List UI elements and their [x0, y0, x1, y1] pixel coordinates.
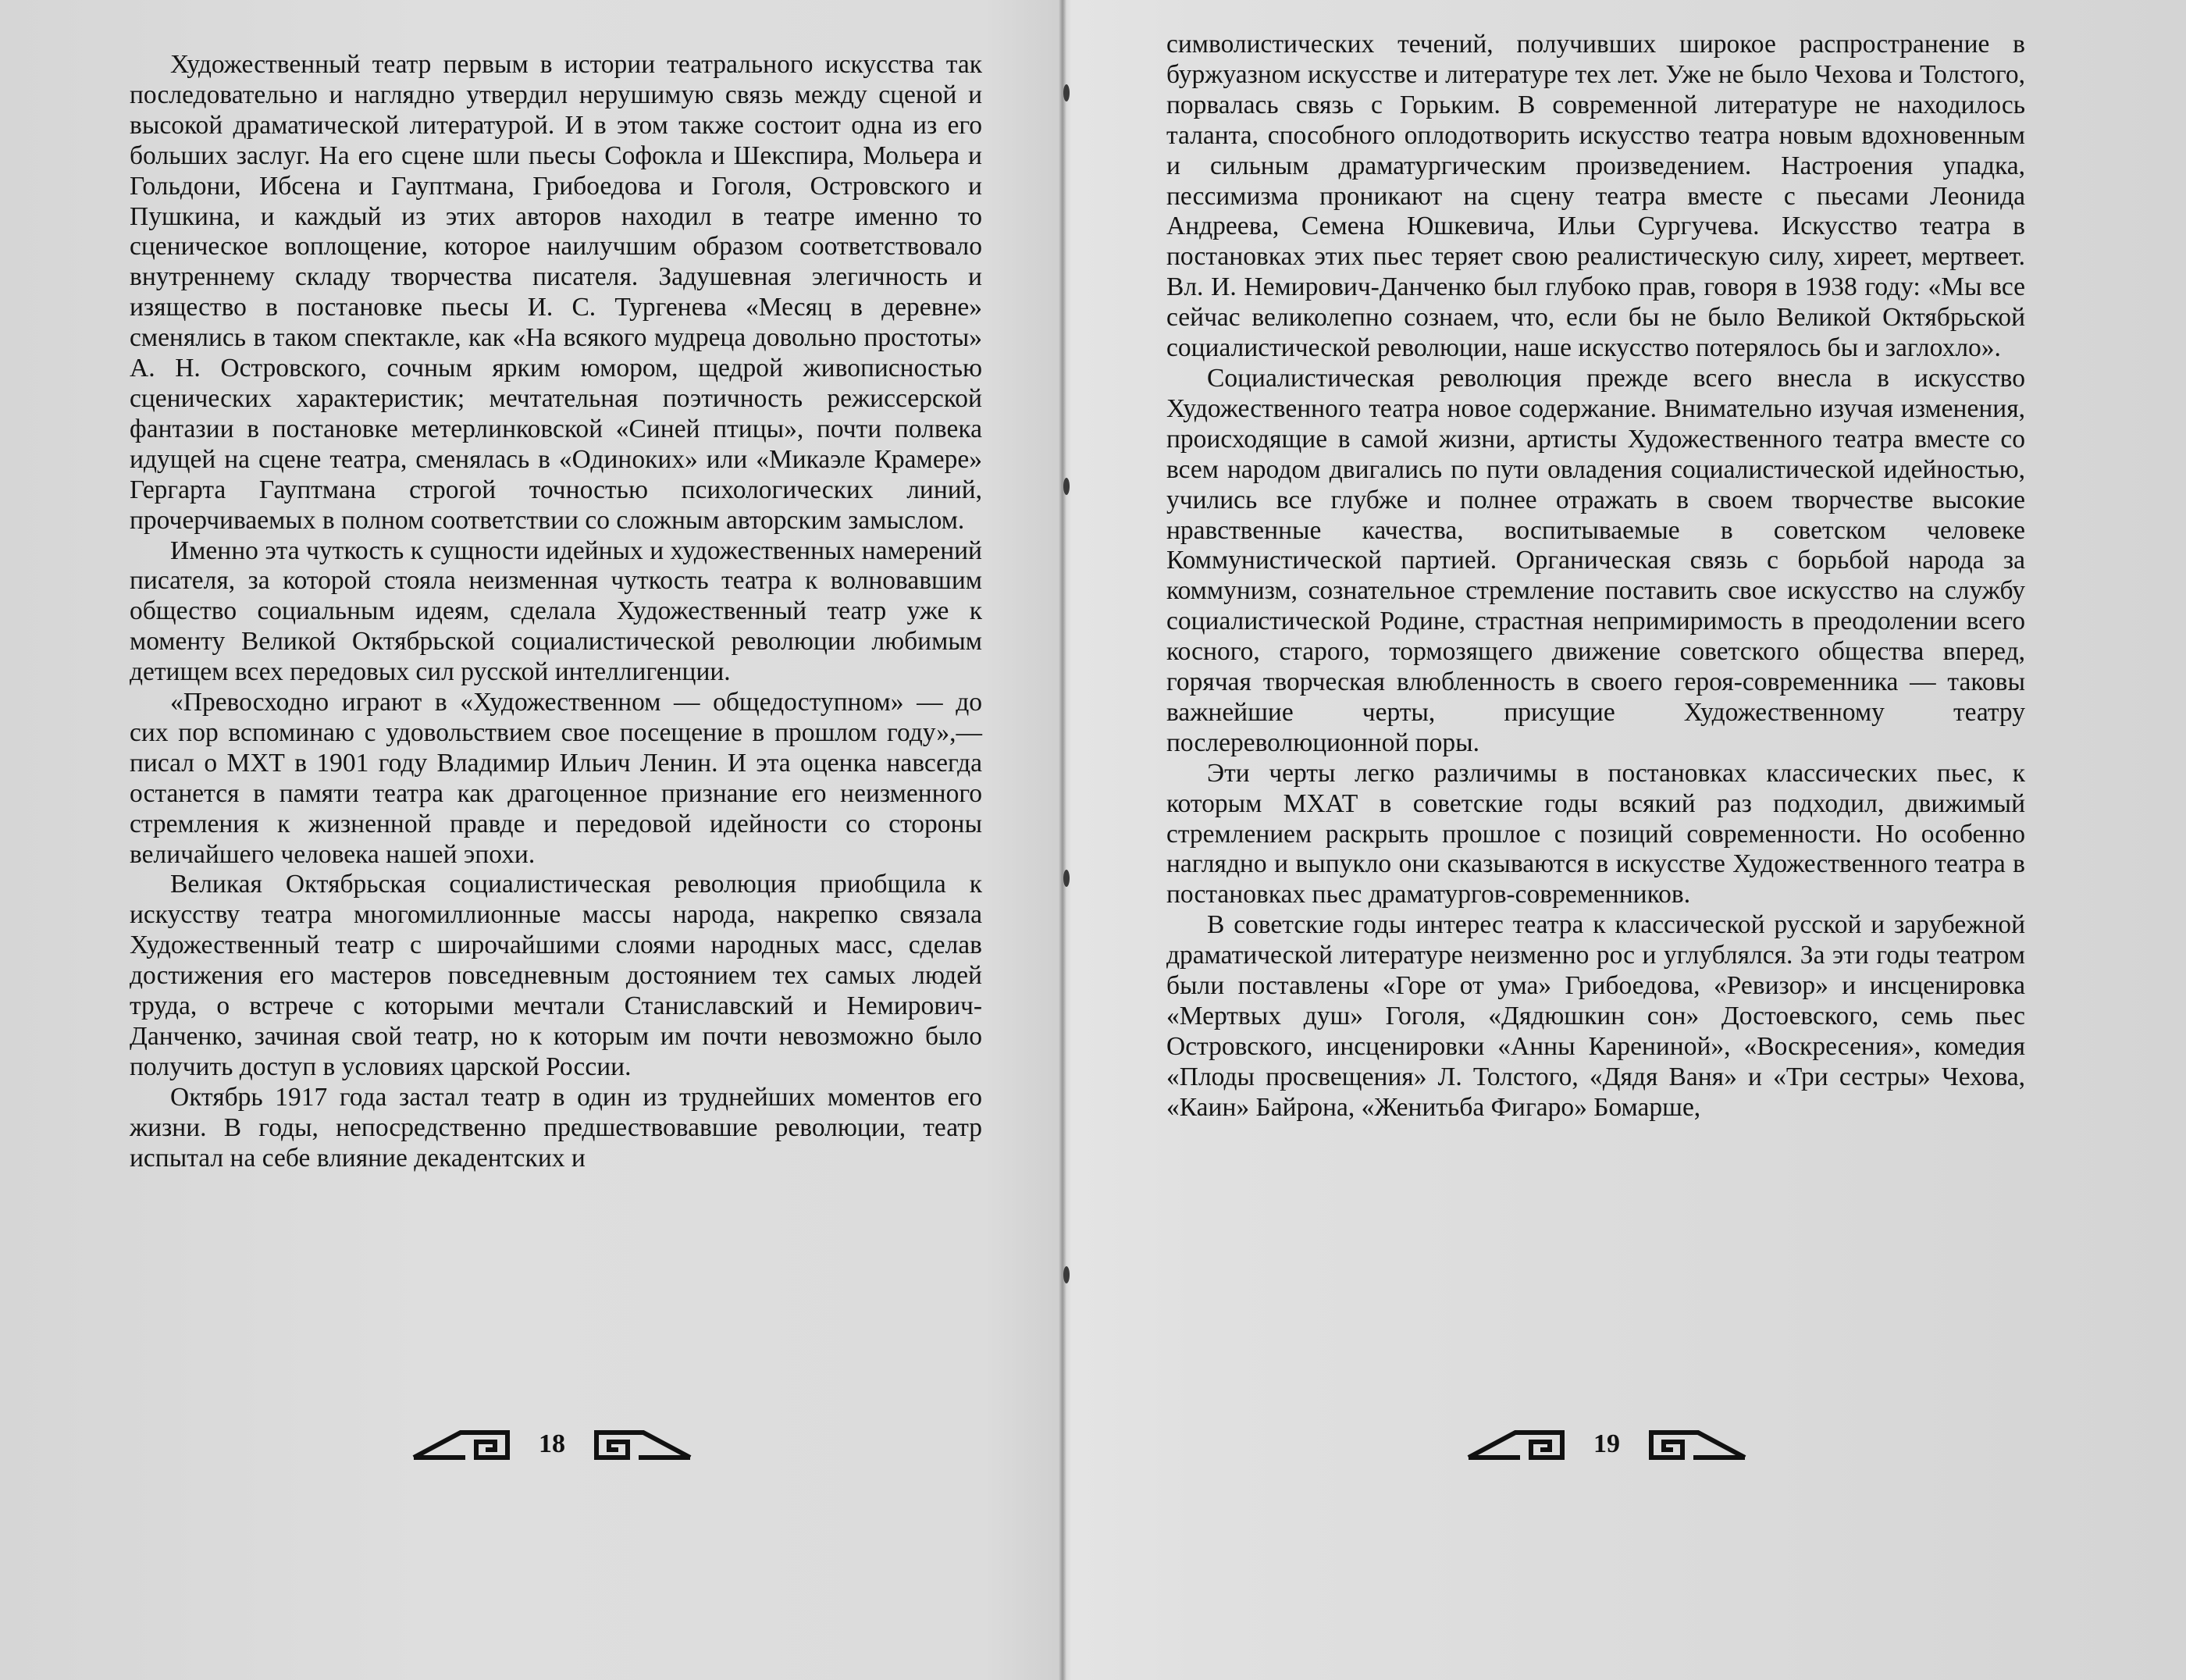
page-number: 18 — [539, 1429, 565, 1458]
right-page — [1066, 0, 2186, 1680]
left-page — [0, 0, 1062, 1680]
greek-key-ornament-right-icon — [1631, 1426, 1748, 1462]
paragraph: Именно эта чуткость к сущности идейных и художественных намерений писателя, за которой стояла неизменная чуткость театра к волновавшим общество социальным идеям, сделала Художественный театр уже к моменту Великой Октябрьской социалистической революции любимым детищем всех передовых сил русской интеллигенции. — [130, 536, 982, 687]
paragraph: Эти черты легко различимы в постановках классических пьес, к которым МХАТ в советские годы всякий раз подходил, движимый стремлением раскрыть прошлое с позиций современности. Но особенно наглядно и выпукло они сказываются в искусстве Художественного театра в постановках пьес драматургов-современников. — [1166, 758, 2025, 909]
greek-key-ornament-left-icon — [1465, 1426, 1583, 1462]
paragraph: Художественный театр первым в истории театрального искусства так последовательно и наглядно утвердил нерушимую связь между сценой и высокой драматической литературой. И в этом также состоит одна из его больших заслуг. На его сцене шли пьесы Софокла и Шекспира, Мольера и Гольдони, Ибсена и Гауптмана, Грибоедова и Гоголя, Островского и Пушкина, и каждый из этих авторов находил в театре именно то сценическое воплощение, которое наилучшим образом соответствовало внутреннему складу творчества писателя. Задушевная элегичность и изящество в постановке пьесы И. С. Тургенева «Месяц в деревне» сменялись в таком спектакле, как «На всякого мудреца довольно простоты» А. Н. Островского, сочным ярким юмором, щедрой живописностью сценических характеристик; мечтательная поэтичность режиссерской фантазии в постановке метерлинковской «Синей птицы», почти полвека идущей на сцене театра, сменялась в «Одиноких» или «Микаэле Крамере» Гергарта Гауптмана строгой точностью психологических линий, прочерчиваемых в полном соответствии со сложным авторским замыслом. — [130, 50, 982, 535]
paragraph: Социалистическая революция прежде всего внесла в искусство Художественного театра новое содержание. Внимательно изучая изменения, происходящие в самой жизни, артисты Художественного театра вместе со всем народом двигались по пути овладения социалистической идейностью, учились все глубже и полнее отражать в своем творчестве высокие нравственные качества, воспитываемые в советском человеке Коммунистической партией. Органическая связь с борьбой народа за коммунизм, сознательное стремление поставить свое искусство на службу социалистической Родине, страстная непримиримость в преодолении всего косного, старого, тормозящего движение советского общества вперед, горячая творческая влюбленность в своего героя-современника — таковы важнейшие черты, присущие Художественному театру послереволюционной поры. — [1166, 363, 2025, 757]
paragraph: «Превосходно играют в «Художественном — общедоступном» — до сих пор вспоминаю с удовольствием свое посещение в прошлом году»,— писал о МХТ в 1901 году Владимир Ильич Ленин. И эта оценка навсегда останется в памяти театра как драгоценное признание его неизменного стремления к жизненной правде и передовой идейности со стороны величайшего человека нашей эпохи. — [130, 688, 982, 869]
paragraph: Октябрь 1917 года застал театр в один из труднейших моментов его жизни. В годы, непосредственно предшествовавшие революции, театр испытал на себе влияние декадентских и — [130, 1082, 982, 1173]
page-number-ornament — [1465, 1421, 1748, 1468]
paragraph: символистических течений, получивших широкое распространение в буржуазном искусстве и литературе тех лет. Уже не было Чехова и Толстого, порвалась связь с Горьким. В современной литературе не находилось таланта, способного оплодотворить искусство театра новым вдохновенным и сильным драматургическим произведением. Настроения упадка, пессимизма проникают на сцену театра вместе с пьесами Леонида Андреева, Семена Юшкевича, Ильи Сургучева. Искусство театра в постановках этих пьес теряет свою реалистическую силу, хиреет, мертвеет. Вл. И. Немирович-Данченко был глубоко прав, говоря в 1938 году: «Мы все сейчас великолепно сознаем, что, если бы не было Великой Октябрьской социалистической революции, наше искусство потерялось бы и заглохло». — [1166, 30, 2025, 363]
page-number: 19 — [1593, 1429, 1620, 1458]
paragraph: Великая Октябрьская социалистическая революция приобщила к искусству театра многомиллионные массы народа, накрепко связала Художественный театр с широчайшими слоями народных масс, сделав достижения его мастеров повседневным достоянием тех самых людей труда, о встрече с которыми мечтали Станиславский и Немирович-Данченко, зачиная свой театр, но к которым им почти невозможно было получить доступ в условиях царской России. — [130, 870, 982, 1081]
page-number-ornament — [411, 1421, 693, 1468]
left-page-body — [130, 50, 982, 1174]
paragraph: В советские годы интерес театра к классической русской и зарубежной драматической литературе неизменно рос и углублялся. За эти годы театром были поставлены «Горе от ума» Грибоедова, «Ревизор» и инсценировка «Мертвых душ» Гоголя, «Дядюшкин сон» Достоевского, семь пьес Островского, инсценировки «Анны Карениной», «Воскресения», комедия «Плоды просвещения» Л. Толстого, «Дядя Ваня» и «Три сестры» Чехова, «Каин» Байрона, «Женитьба Фигаро» Бомарше, — [1166, 910, 2025, 1122]
right-page-body — [1166, 30, 2025, 1123]
greek-key-ornament-right-icon — [576, 1426, 693, 1462]
greek-key-ornament-left-icon — [411, 1426, 528, 1462]
